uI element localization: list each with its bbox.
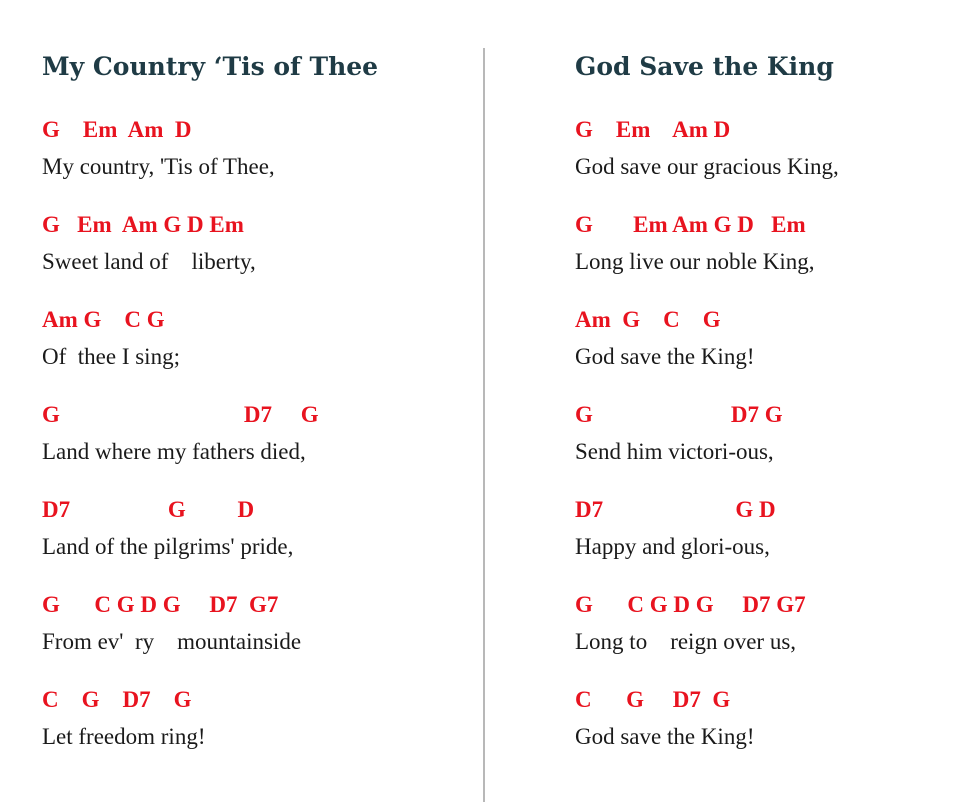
chord-line: G Em Am G D Em — [575, 212, 806, 237]
chord-line: G Em Am D — [42, 117, 192, 142]
verse-left-7 — [42, 686, 462, 766]
verse-right-2 — [575, 211, 958, 291]
chord-line: G C G D G D7 G7 — [575, 592, 806, 617]
verse-left-4 — [42, 401, 462, 481]
chord-line: G D7 G — [575, 402, 783, 427]
chord-line: Am G C G — [42, 307, 165, 332]
song-title-left: My Country ‘Tis of Thee — [42, 52, 379, 81]
lyric-line: Long to reign over us, — [575, 629, 797, 654]
lyric-line: Happy and glori-ous, — [575, 534, 770, 559]
lyric-line: Land of the pilgrims' pride, — [42, 534, 294, 559]
chord-line: G D7 G — [42, 402, 319, 427]
lyric-line: Land where my fathers died, — [42, 439, 306, 464]
lyric-line: God save the King! — [575, 724, 755, 749]
verse-left-1 — [42, 116, 462, 196]
chord-line: C G D7 G — [575, 687, 731, 712]
verse-right-6 — [575, 591, 958, 671]
lyric-line: My country, 'Tis of Thee, — [42, 154, 275, 179]
verse-left-2 — [42, 211, 462, 291]
chord-line: C G D7 G — [42, 687, 192, 712]
verse-left-5 — [42, 496, 462, 576]
chord-line: D7 G D — [42, 497, 255, 522]
lyric-line: Of thee I sing; — [42, 344, 180, 369]
lyric-line: Long live our noble King, — [575, 249, 815, 274]
lyric-line: God save our gracious King, — [575, 154, 839, 179]
chord-line: G Em Am D — [575, 117, 731, 142]
lyric-line: God save the King! — [575, 344, 755, 369]
lyric-line: From ev' ry mountainside — [42, 629, 302, 654]
chord-line: G Em Am G D Em — [42, 212, 244, 237]
chord-line: G C G D G D7 G7 — [42, 592, 279, 617]
lyric-line: Sweet land of liberty, — [42, 249, 256, 274]
verse-left-3 — [42, 306, 462, 386]
song-title-right: God Save the King — [575, 52, 834, 81]
verse-right-5 — [575, 496, 958, 576]
verse-right-1 — [575, 116, 958, 196]
verse-right-4 — [575, 401, 958, 481]
lyric-line: Let freedom ring! — [42, 724, 206, 749]
chord-line: Am G C G — [575, 307, 721, 332]
verse-left-6 — [42, 591, 462, 671]
verse-right-7 — [575, 686, 958, 766]
chord-line: D7 G D — [575, 497, 776, 522]
column-divider — [483, 48, 485, 802]
verse-right-3 — [575, 306, 958, 386]
lyric-line: Send him victori-ous, — [575, 439, 774, 464]
